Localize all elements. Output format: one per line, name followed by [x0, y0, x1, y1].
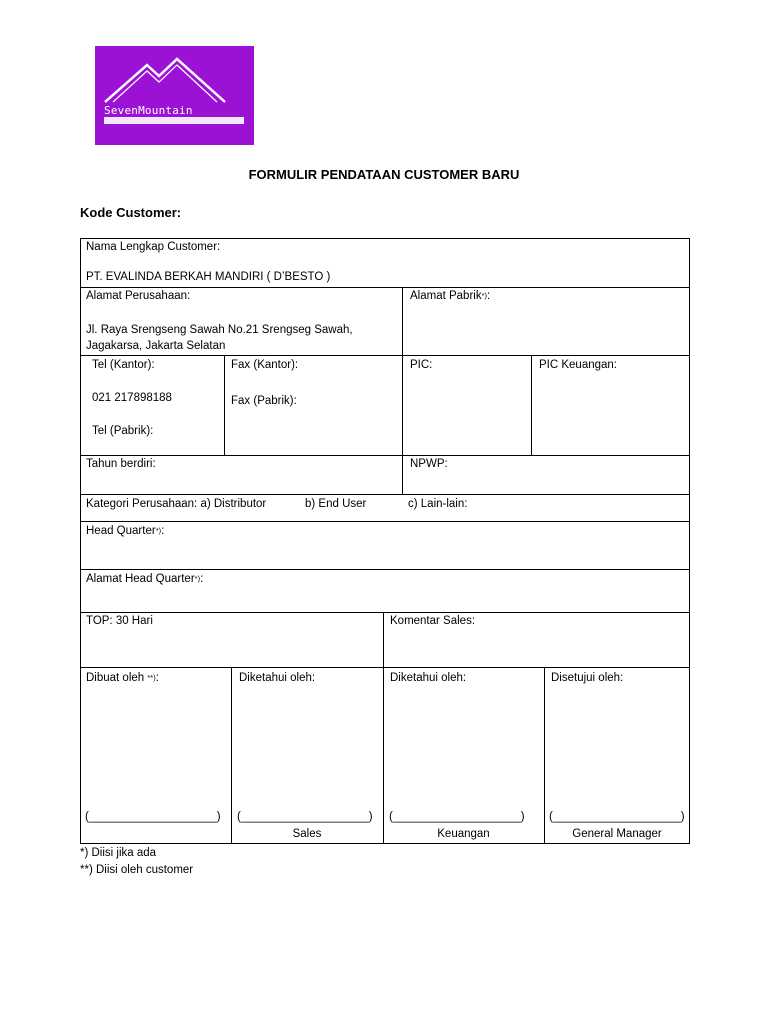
- row-divider: [80, 612, 690, 613]
- alamat-hq-colon: :: [200, 573, 204, 585]
- diketahui-oleh-label-1: Diketahui oleh:: [239, 672, 316, 684]
- company-logo: [95, 46, 254, 145]
- signature-line-sales[interactable]: (____________________): [237, 811, 373, 823]
- kode-customer-label: Kode Customer:: [80, 205, 182, 220]
- alamat-hq-text: Alamat Head Quarter: [86, 573, 195, 585]
- kategori-option-c[interactable]: c) Lain-lain:: [408, 498, 468, 510]
- footnote-optional: *) Diisi jika ada: [80, 847, 157, 859]
- dibuat-oleh-colon: :: [155, 672, 159, 684]
- col-divider: [402, 355, 403, 455]
- kategori-label: Kategori Perusahaan: a) Distributor: [86, 498, 267, 510]
- row-divider: [80, 521, 690, 522]
- row-divider: [80, 569, 690, 570]
- head-quarter-text: Head Quarter: [86, 525, 156, 537]
- alamat-perusahaan-line2[interactable]: Jagakarsa, Jakarta Selatan: [86, 340, 226, 352]
- col-divider: [383, 612, 384, 844]
- dibuat-oleh-mark: **): [147, 673, 156, 682]
- logo-text: SevenMountain: [104, 104, 193, 117]
- mountain-logo-icon: [95, 46, 254, 145]
- nama-label: Nama Lengkap Customer:: [86, 241, 221, 253]
- col-divider: [231, 667, 232, 844]
- row-divider: [80, 355, 690, 356]
- head-quarter-label: [86, 524, 164, 538]
- head-quarter-colon: :: [161, 525, 165, 537]
- dibuat-oleh-text: Dibuat oleh: [86, 672, 148, 684]
- fax-kantor-label: Fax (Kantor):: [231, 359, 299, 371]
- row-divider: [80, 287, 690, 288]
- disetujui-oleh-label: Disetujui oleh:: [551, 672, 624, 684]
- signature-caption-gm: General Manager: [572, 828, 662, 840]
- pic-label: PIC:: [410, 359, 433, 371]
- footnote-customer: **) Diisi oleh customer: [80, 864, 194, 876]
- alamat-hq-label: [86, 572, 203, 586]
- row-divider: [80, 455, 690, 456]
- kategori-option-b[interactable]: b) End User: [305, 498, 367, 510]
- fax-pabrik-label: Fax (Pabrik):: [231, 395, 297, 407]
- signature-caption-sales: Sales: [292, 828, 322, 840]
- top-label: TOP: 30 Hari: [86, 615, 153, 627]
- diketahui-oleh-label-2: Diketahui oleh:: [390, 672, 467, 684]
- alamat-pabrik-label: [410, 289, 490, 303]
- head-quarter-mark: *): [155, 526, 162, 535]
- tahun-berdiri-label: Tahun berdiri:: [86, 458, 156, 470]
- dibuat-oleh-label: [86, 671, 159, 685]
- col-divider: [544, 667, 545, 844]
- signature-line-customer[interactable]: (____________________): [85, 811, 221, 823]
- tel-kantor-value[interactable]: 021 217898188: [92, 392, 172, 404]
- alamat-pabrik-colon: :: [487, 290, 491, 302]
- tel-kantor-label: Tel (Kantor):: [92, 359, 155, 371]
- signature-line-gm[interactable]: (____________________): [549, 811, 685, 823]
- form-title: FORMULIR PENDATAAN CUSTOMER BARU: [248, 167, 520, 182]
- row-divider: [80, 494, 690, 495]
- col-divider: [531, 355, 532, 455]
- alamat-perusahaan-label: Alamat Perusahaan:: [86, 290, 191, 302]
- row-divider: [80, 667, 690, 668]
- alamat-pabrik-mark: *): [481, 291, 488, 300]
- alamat-hq-mark: *): [194, 574, 201, 583]
- col-divider: [402, 287, 403, 355]
- col-divider: [402, 455, 403, 494]
- nama-value[interactable]: PT. EVALINDA BERKAH MANDIRI ( D’BESTO ): [86, 271, 331, 283]
- pic-keuangan-label: PIC Keuangan:: [539, 359, 618, 371]
- alamat-perusahaan-line1[interactable]: Jl. Raya Srengseng Sawah No.21 Srengseg Sawah,: [86, 324, 353, 336]
- komentar-sales-label: Komentar Sales:: [390, 615, 476, 627]
- signature-caption-keuangan: Keuangan: [437, 828, 490, 840]
- npwp-label: NPWP:: [410, 458, 448, 470]
- alamat-pabrik-text: Alamat Pabrik: [410, 290, 482, 302]
- tel-pabrik-label: Tel (Pabrik):: [92, 425, 154, 437]
- signature-line-keuangan[interactable]: (____________________): [389, 811, 525, 823]
- col-divider: [224, 355, 225, 455]
